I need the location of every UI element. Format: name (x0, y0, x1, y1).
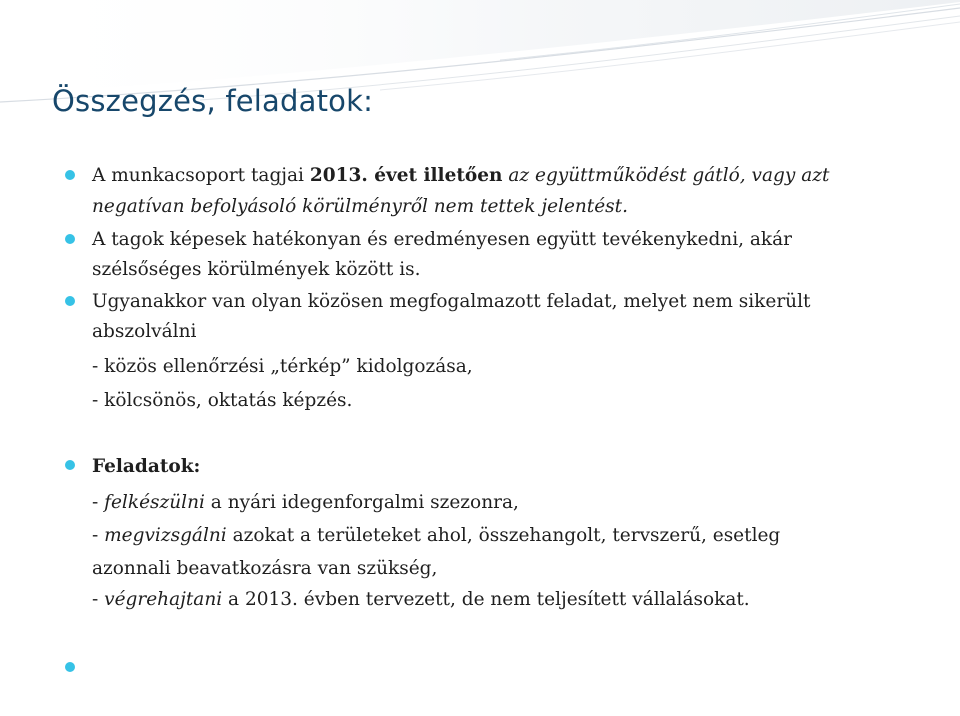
text-run: abszolválni (92, 321, 197, 342)
text-run: - közös ellenőrzési „térkép” kidolgozása, (92, 356, 473, 377)
text-line (92, 258, 421, 282)
bullet-dot-icon (65, 296, 75, 306)
bullet-dot-icon (65, 234, 75, 244)
text-run: - (92, 589, 105, 610)
bullet-dot-icon (65, 460, 75, 470)
text-run: azonnali beavatkozásra van szükség, (92, 558, 438, 579)
text-line (92, 389, 352, 413)
text-run: szélsőséges körülmények között is. (92, 259, 421, 280)
text-run: Ugyanakkor van olyan közösen megfogalmazott feladat, melyet nem sikerült (92, 291, 811, 312)
text-line (92, 320, 196, 344)
text-run: - (92, 525, 105, 546)
text-line (92, 195, 628, 219)
text-run: - (92, 492, 105, 513)
text-line (92, 557, 437, 581)
text-line (92, 228, 792, 252)
text-run: azokat a területeket ahol, összehangolt, tervszerű, esetleg (226, 525, 781, 546)
text-run: a 2013. évben tervezett, de nem teljesített vállalásokat. (222, 589, 750, 610)
text-line (92, 455, 200, 479)
bullet-dot-icon (65, 170, 75, 180)
text-run: Feladatok: (92, 456, 201, 477)
text-run: megvizsgálni (104, 525, 227, 546)
text-run: A tagok képesek hatékonyan és eredményesen együtt tevékenykedni, akár (92, 229, 792, 250)
text-run: végrehajtani (104, 589, 223, 610)
text-line (92, 164, 829, 188)
text-line (92, 491, 519, 515)
text-line (92, 290, 810, 314)
slide-title: Összegzés, feladatok: (52, 84, 374, 118)
text-line (92, 355, 473, 379)
text-line (92, 524, 780, 548)
text-run: negatívan befolyásoló körülményről nem tettek jelentést. (92, 196, 628, 217)
text-run: 2013. évet illetően (309, 165, 503, 186)
text-run: - kölcsönös, oktatás képzés. (92, 390, 353, 411)
text-run: A munkacsoport tagjai (92, 165, 310, 186)
text-line (92, 588, 750, 612)
text-run: az együttműködést gátló, vagy azt (502, 165, 830, 186)
text-run: felkészülni (104, 492, 205, 513)
bullet-dot-icon (65, 662, 75, 672)
text-run: a nyári idegenforgalmi szezonra, (204, 492, 519, 513)
